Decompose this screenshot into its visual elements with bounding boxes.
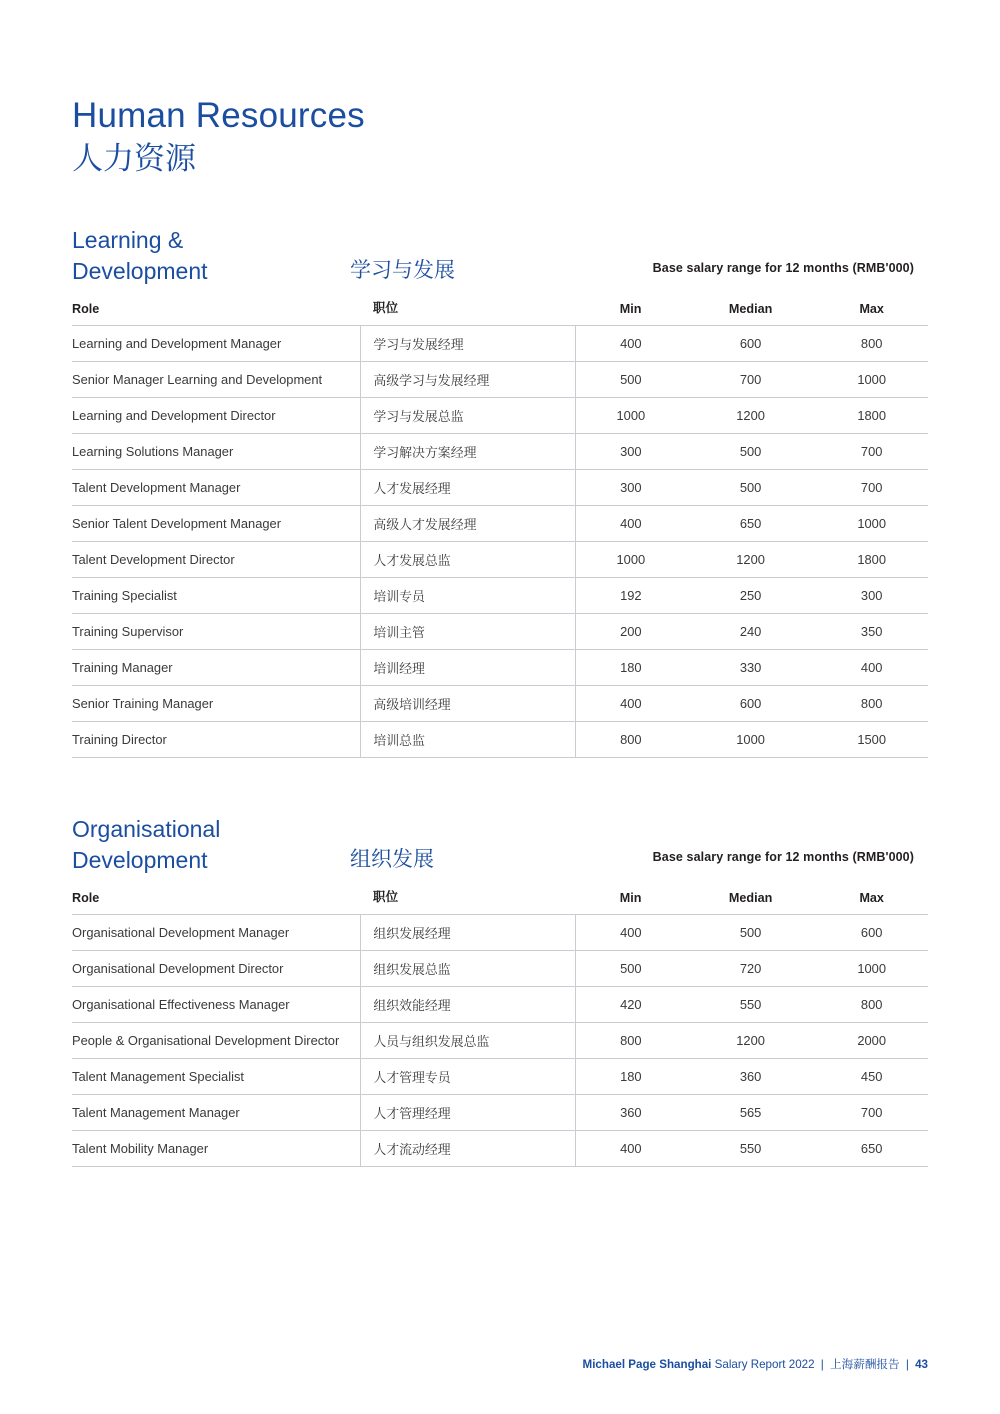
table-row — [72, 614, 928, 650]
cell-min: 180 — [575, 650, 685, 686]
cell-min: 420 — [575, 987, 685, 1023]
cell-max: 700 — [815, 470, 928, 506]
cell-max: 350 — [815, 614, 928, 650]
table-header-row — [72, 886, 928, 915]
cell-role: Learning and Development Director — [72, 398, 361, 434]
cell-max: 2000 — [815, 1023, 928, 1059]
cell-role-zh: 人才发展经理 — [361, 470, 576, 506]
cell-role: People & Organisational Development Director — [72, 1023, 361, 1059]
table-row — [72, 326, 928, 362]
cell-role: Talent Development Manager — [72, 470, 361, 506]
cell-min: 360 — [575, 1095, 685, 1131]
column-header-max: Max — [859, 891, 884, 906]
table-row — [72, 578, 928, 614]
column-header-role-zh: 职位 — [372, 890, 399, 905]
cell-median: 600 — [686, 326, 816, 362]
cell-role: Organisational Development Manager — [72, 915, 361, 951]
cell-role-zh: 培训主管 — [361, 614, 576, 650]
cell-role: Talent Mobility Manager — [72, 1131, 361, 1167]
cell-role: Senior Training Manager — [72, 686, 361, 722]
cell-max: 700 — [815, 1095, 928, 1131]
section-organisational-development — [72, 814, 928, 1167]
cell-role-zh: 培训专员 — [361, 578, 576, 614]
cell-max: 700 — [815, 434, 928, 470]
cell-median: 1200 — [686, 1023, 816, 1059]
cell-max: 1000 — [815, 506, 928, 542]
cell-role: Training Director — [72, 722, 361, 758]
cell-role-zh: 培训总监 — [361, 722, 576, 758]
cell-role: Organisational Effectiveness Manager — [72, 987, 361, 1023]
table-row — [72, 951, 928, 987]
cell-median: 240 — [686, 614, 816, 650]
cell-role: Learning and Development Manager — [72, 326, 361, 362]
cell-median: 650 — [686, 506, 816, 542]
cell-role-zh: 人员与组织发展总监 — [361, 1023, 576, 1059]
cell-role: Learning Solutions Manager — [72, 434, 361, 470]
table-row — [72, 362, 928, 398]
cell-role-zh: 培训经理 — [361, 650, 576, 686]
cell-median: 500 — [686, 434, 816, 470]
table-row — [72, 650, 928, 686]
cell-max: 800 — [815, 686, 928, 722]
cell-max: 1800 — [815, 542, 928, 578]
cell-role-zh: 组织发展总监 — [361, 951, 576, 987]
page-title: Human Resources — [72, 96, 365, 135]
table-header — [72, 886, 928, 915]
cell-role: Talent Management Manager — [72, 1095, 361, 1131]
section-heading — [72, 225, 928, 297]
cell-max: 800 — [815, 987, 928, 1023]
page-header — [72, 0, 928, 179]
cell-median: 1200 — [686, 542, 816, 578]
cell-max: 1500 — [815, 722, 928, 758]
table-row — [72, 470, 928, 506]
cell-median: 700 — [686, 362, 816, 398]
cell-role-zh: 高级培训经理 — [361, 686, 576, 722]
cell-min: 300 — [575, 434, 685, 470]
table-row — [72, 686, 928, 722]
cell-role: Organisational Development Director — [72, 951, 361, 987]
cell-min: 180 — [575, 1059, 685, 1095]
table-row — [72, 1131, 928, 1167]
cell-max: 1000 — [815, 362, 928, 398]
cell-min: 300 — [575, 470, 685, 506]
cell-role-zh: 学习解决方案经理 — [361, 434, 576, 470]
cell-min: 192 — [575, 578, 685, 614]
cell-role: Training Specialist — [72, 578, 361, 614]
cell-role: Training Manager — [72, 650, 361, 686]
table-row — [72, 398, 928, 434]
table-header-row — [72, 297, 928, 326]
cell-min: 1000 — [575, 398, 685, 434]
cell-median: 360 — [686, 1059, 816, 1095]
section-title-en-line2: Development — [72, 258, 208, 285]
cell-min: 400 — [575, 506, 685, 542]
page-title-chinese: 人力资源 — [72, 141, 196, 177]
salary-table-learning-development — [72, 297, 928, 758]
cell-role: Talent Management Specialist — [72, 1059, 361, 1095]
cell-max: 800 — [815, 326, 928, 362]
cell-role-zh: 人才发展总监 — [361, 542, 576, 578]
cell-max: 600 — [815, 915, 928, 951]
footer-separator-2: | — [905, 1358, 909, 1371]
cell-median: 565 — [686, 1095, 816, 1131]
cell-min: 500 — [575, 951, 685, 987]
footer-separator-1: | — [820, 1358, 824, 1371]
column-header-min: Min — [619, 302, 642, 317]
cell-role-zh: 组织效能经理 — [361, 987, 576, 1023]
column-header-role: Role — [72, 891, 100, 906]
cell-max: 400 — [815, 650, 928, 686]
table-row — [72, 542, 928, 578]
section-title-en-line1: Organisational — [72, 816, 221, 843]
cell-median: 1200 — [686, 398, 816, 434]
cell-max: 300 — [815, 578, 928, 614]
table-row — [72, 506, 928, 542]
cell-min: 200 — [575, 614, 685, 650]
table-row — [72, 987, 928, 1023]
table-body — [72, 915, 928, 1167]
salary-range-caption: Base salary range for 12 months (RMB'000) — [652, 850, 914, 865]
salary-table-organisational-development — [72, 886, 928, 1167]
cell-min: 400 — [575, 915, 685, 951]
column-header-median: Median — [728, 891, 773, 906]
cell-role-zh: 学习与发展经理 — [361, 326, 576, 362]
section-title-en — [72, 225, 342, 286]
column-header-role-zh: 职位 — [372, 301, 399, 316]
cell-role-zh: 人才管理专员 — [361, 1059, 576, 1095]
cell-median: 500 — [686, 915, 816, 951]
cell-min: 500 — [575, 362, 685, 398]
table-row — [72, 1023, 928, 1059]
cell-max: 650 — [815, 1131, 928, 1167]
cell-role-zh: 人才流动经理 — [361, 1131, 576, 1167]
footer-report-zh: 上海薪酬报告 — [830, 1358, 900, 1371]
cell-median: 500 — [686, 470, 816, 506]
table-row — [72, 722, 928, 758]
table-row — [72, 915, 928, 951]
page-footer — [72, 1356, 928, 1372]
table-row — [72, 1095, 928, 1131]
cell-median: 250 — [686, 578, 816, 614]
cell-median: 600 — [686, 686, 816, 722]
section-title-en — [72, 814, 342, 875]
cell-median: 720 — [686, 951, 816, 987]
cell-min: 1000 — [575, 542, 685, 578]
cell-role-zh: 高级学习与发展经理 — [361, 362, 576, 398]
cell-role-zh: 高级人才发展经理 — [361, 506, 576, 542]
cell-median: 550 — [686, 1131, 816, 1167]
cell-role-zh: 组织发展经理 — [361, 915, 576, 951]
section-learning-development — [72, 225, 928, 758]
table-row — [72, 1059, 928, 1095]
column-header-median: Median — [728, 302, 773, 317]
cell-min: 800 — [575, 722, 685, 758]
section-title-zh: 组织发展 — [350, 848, 434, 872]
cell-role: Training Supervisor — [72, 614, 361, 650]
cell-median: 550 — [686, 987, 816, 1023]
cell-min: 400 — [575, 686, 685, 722]
section-heading — [72, 814, 928, 886]
table-header — [72, 297, 928, 326]
column-header-role: Role — [72, 302, 100, 317]
cell-median: 1000 — [686, 722, 816, 758]
column-header-min: Min — [619, 891, 642, 906]
cell-role: Talent Development Director — [72, 542, 361, 578]
table-body — [72, 326, 928, 758]
footer-report: Salary Report 2022 — [714, 1358, 815, 1371]
cell-role-zh: 学习与发展总监 — [361, 398, 576, 434]
footer-brand: Michael Page Shanghai — [582, 1358, 712, 1371]
cell-min: 400 — [575, 326, 685, 362]
cell-role-zh: 人才管理经理 — [361, 1095, 576, 1131]
salary-range-caption: Base salary range for 12 months (RMB'000) — [652, 261, 914, 276]
cell-max: 450 — [815, 1059, 928, 1095]
section-title-zh: 学习与发展 — [350, 259, 455, 283]
table-row — [72, 434, 928, 470]
cell-role: Senior Manager Learning and Development — [72, 362, 361, 398]
section-title-en-line2: Development — [72, 847, 208, 874]
cell-min: 800 — [575, 1023, 685, 1059]
cell-max: 1800 — [815, 398, 928, 434]
cell-min: 400 — [575, 1131, 685, 1167]
cell-max: 1000 — [815, 951, 928, 987]
column-header-max: Max — [859, 302, 884, 317]
section-title-en-line1: Learning & — [72, 227, 184, 254]
cell-median: 330 — [686, 650, 816, 686]
cell-role: Senior Talent Development Manager — [72, 506, 361, 542]
footer-page-number: 43 — [915, 1358, 928, 1371]
